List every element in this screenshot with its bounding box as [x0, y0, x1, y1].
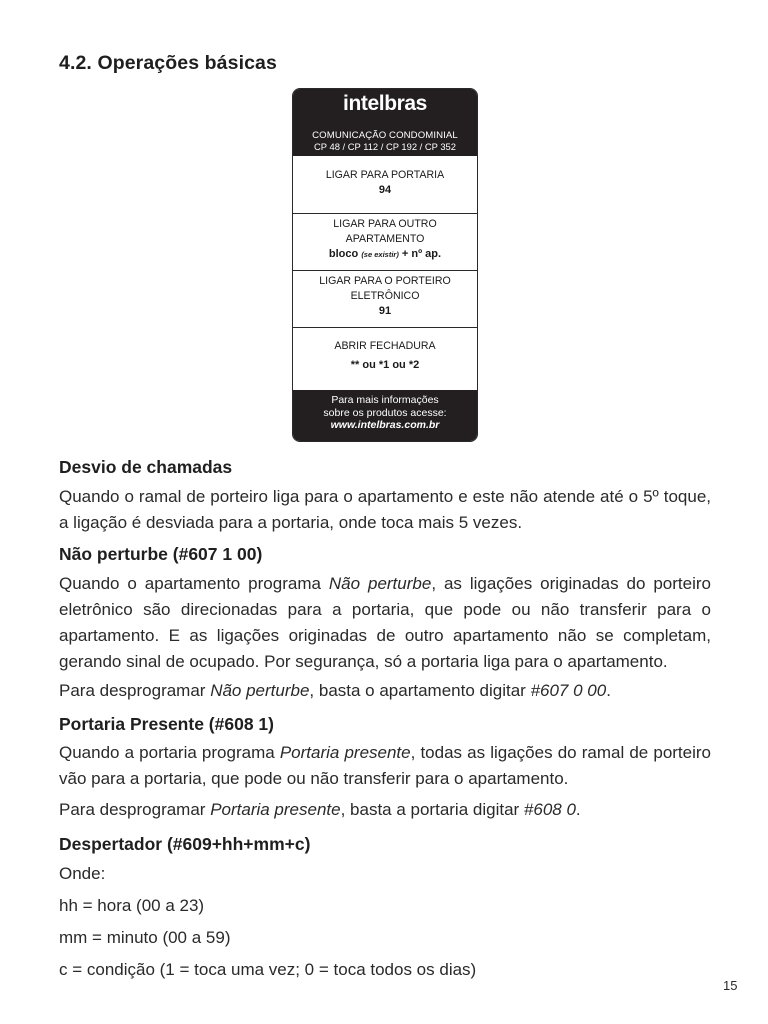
- label-row-text: LIGAR PARA OUTRO: [333, 218, 437, 230]
- label-row-code: 94: [378, 184, 392, 196]
- heading-nao-perturbe: Não perturbe (#607 1 00): [59, 544, 263, 564]
- label-header: [293, 89, 477, 156]
- heading-desvio: Desvio de chamadas: [59, 457, 233, 477]
- label-row-text: LIGAR PARA PORTARIA: [325, 169, 445, 181]
- label-row-text: ABRIR FECHADURA: [334, 340, 436, 352]
- label-row-text: APARTAMENTO: [345, 233, 425, 245]
- paragraph-portaria-presente: Quando a portaria programa Portaria presente, todas as ligações do ramal de porteiro vão para a portaria, que pode ou não transferir para o apartamento.: [59, 743, 712, 788]
- code-ap: + nº ap.: [401, 248, 442, 260]
- footer-url: www.intelbras.com.br: [330, 419, 440, 431]
- label-row-code: [293, 247, 477, 262]
- paragraph-desvio: Quando o ramal de porteiro liga para o apartamento e este não atende até o 5º toque, a ligação é desviada para a portaria, onde toca mais 5 vezes.: [59, 487, 711, 532]
- definition-mm: mm = minuto (00 a 59): [59, 928, 231, 947]
- paragraph-nao-perturbe-desprogramar: Para desprogramar Não perturbe, basta o apartamento digitar #607 0 00.: [59, 681, 611, 700]
- label-row-portaria: [293, 156, 477, 214]
- label-footer: [293, 390, 477, 441]
- paragraph-portaria-desprogramar: Para desprogramar Portaria presente, basta a portaria digitar #608 0.: [59, 800, 581, 819]
- section-title: 4.2. Operações básicas: [59, 52, 277, 74]
- paragraph-nao-perturbe: Quando o apartamento programa Não perturbe, as ligações originadas do porteiro eletrônico são direcionadas para a portaria, que pode ou não transferir para o apartamento. E as ligações originadas de outro apartamento não se completam, gerando sinal de ocupado. Por segurança, só a portaria liga para o apartamento.: [59, 574, 711, 671]
- definition-c: c = condição (1 = toca uma vez; 0 = toca todos os dias): [59, 960, 477, 979]
- quick-reference-label: [292, 88, 478, 442]
- page-number: 15: [723, 978, 738, 993]
- heading-despertador: Despertador (#609+hh+mm+c): [59, 834, 311, 854]
- heading-portaria-presente: Portaria Presente (#608 1): [59, 714, 274, 734]
- paragraph-onde: Onde:: [59, 864, 106, 883]
- code-note: (se existir): [361, 250, 399, 259]
- label-row-text: LIGAR PARA O PORTEIRO: [319, 275, 451, 287]
- label-row-apartamento: [293, 214, 477, 271]
- footer-line2: sobre os produtos acesse:: [323, 406, 447, 419]
- label-header-line1: COMUNICAÇÃO CONDOMINIAL: [312, 130, 458, 141]
- footer-line1: Para mais informações: [331, 394, 439, 406]
- label-row-code: ** ou *1 ou *2: [350, 359, 420, 371]
- intelbras-logo: intelbras: [343, 92, 427, 115]
- code-bloco: bloco: [328, 248, 359, 260]
- label-row-text: ELETRÔNICO: [350, 290, 420, 302]
- definition-hh: hh = hora (00 a 23): [59, 896, 205, 915]
- label-row-code: 91: [378, 305, 392, 317]
- label-row-fechadura: [293, 328, 477, 385]
- label-row-porteiro: [293, 271, 477, 328]
- label-header-line2: CP 48 / CP 112 / CP 192 / CP 352: [314, 141, 456, 152]
